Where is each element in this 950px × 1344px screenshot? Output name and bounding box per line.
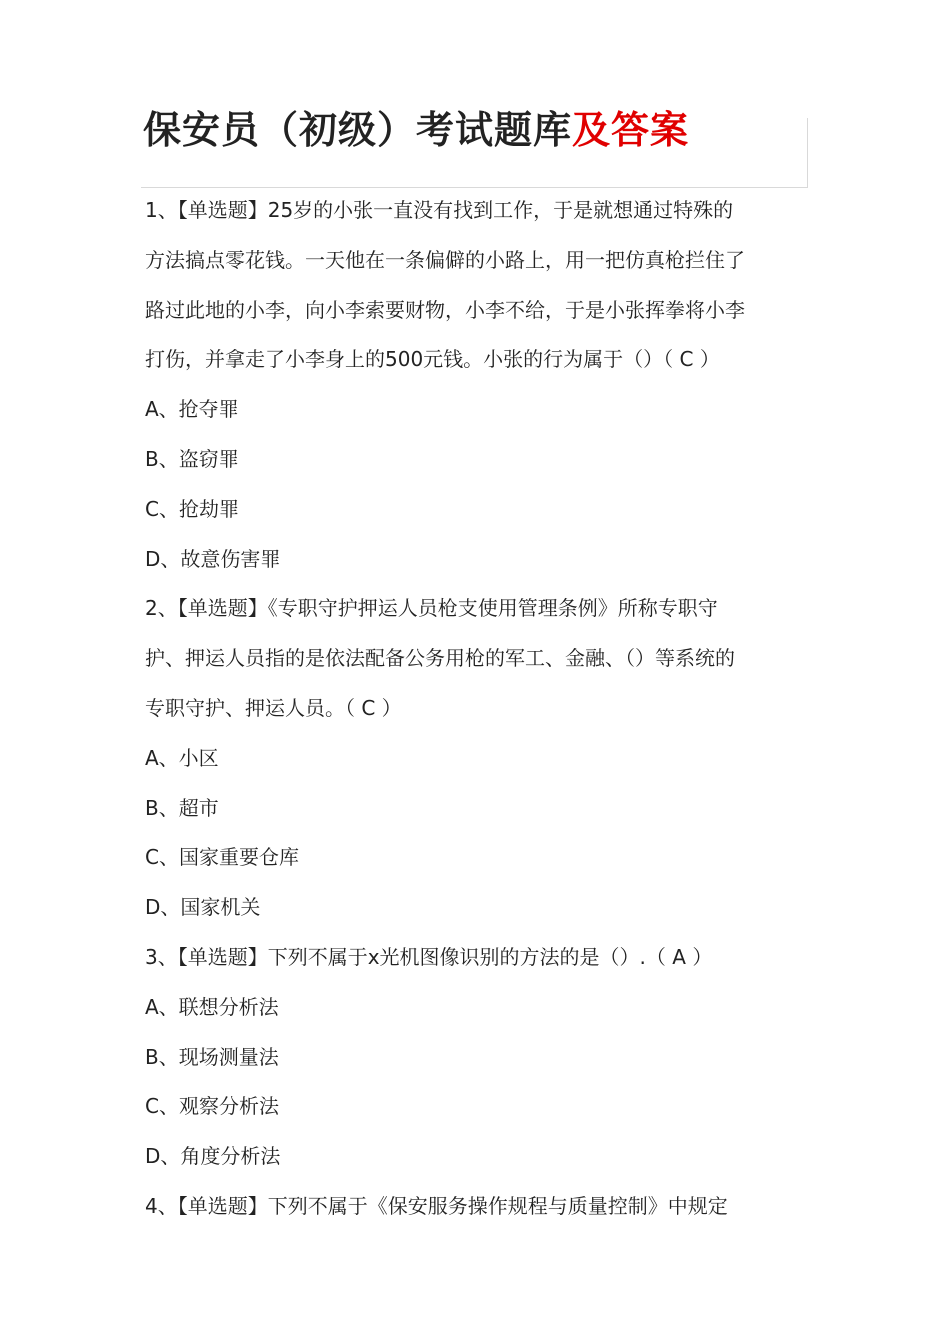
page-title [143, 104, 689, 156]
question-text-line: 打伤，并拿走了小李身上的500元钱。小张的行为属于（）（ C ） [145, 347, 720, 372]
question-text-line: 护、押运人员指的是依法配备公务用枪的军工、金融、（）等系统的 [145, 646, 735, 671]
question-text-line: 3、【单选题】下列不属于x光机图像识别的方法的是（）.（ A ） [145, 944, 713, 969]
option-b: B、现场测量法 [145, 1044, 279, 1069]
option-d: D、国家机关 [145, 895, 261, 920]
question-text-line: 方法搞点零花钱。一天他在一条偏僻的小路上，用一把仿真枪拦住了 [145, 247, 745, 272]
option-b: B、超市 [145, 795, 219, 820]
question-list [145, 186, 810, 1232]
option-d: D、故意伤害罪 [145, 546, 281, 571]
option-a: A、联想分析法 [145, 994, 279, 1019]
option-a: A、抢夺罪 [145, 397, 239, 422]
question-4 [145, 1182, 810, 1232]
question-text-line: 专职守护、押运人员。（ C ） [145, 695, 402, 720]
question-1 [145, 186, 810, 584]
option-c: C、国家重要仓库 [145, 845, 299, 870]
question-text-line: 1、【单选题】25岁的小张一直没有找到工作，于是就想通过特殊的 [145, 198, 734, 222]
title-main: 保安员（初级）考试题库 [143, 108, 573, 152]
title-highlight: 及答案 [572, 108, 690, 152]
option-a: A、小区 [145, 745, 219, 770]
question-2 [145, 584, 810, 933]
option-d: D、角度分析法 [145, 1144, 281, 1169]
option-c: C、观察分析法 [145, 1094, 279, 1119]
question-3 [145, 933, 810, 1182]
option-b: B、盗窃罪 [145, 446, 239, 471]
option-c: C、抢劫罪 [145, 496, 239, 521]
question-text-line: 2、【单选题】《专职守护押运人员枪支使用管理条例》所称专职守 [145, 596, 718, 621]
question-text-line: 4、【单选题】下列不属于《保安服务操作规程与质量控制》中规定 [145, 1193, 728, 1218]
question-text-line: 路过此地的小李，向小李索要财物，小李不给，于是小张挥拳将小李 [145, 297, 745, 322]
